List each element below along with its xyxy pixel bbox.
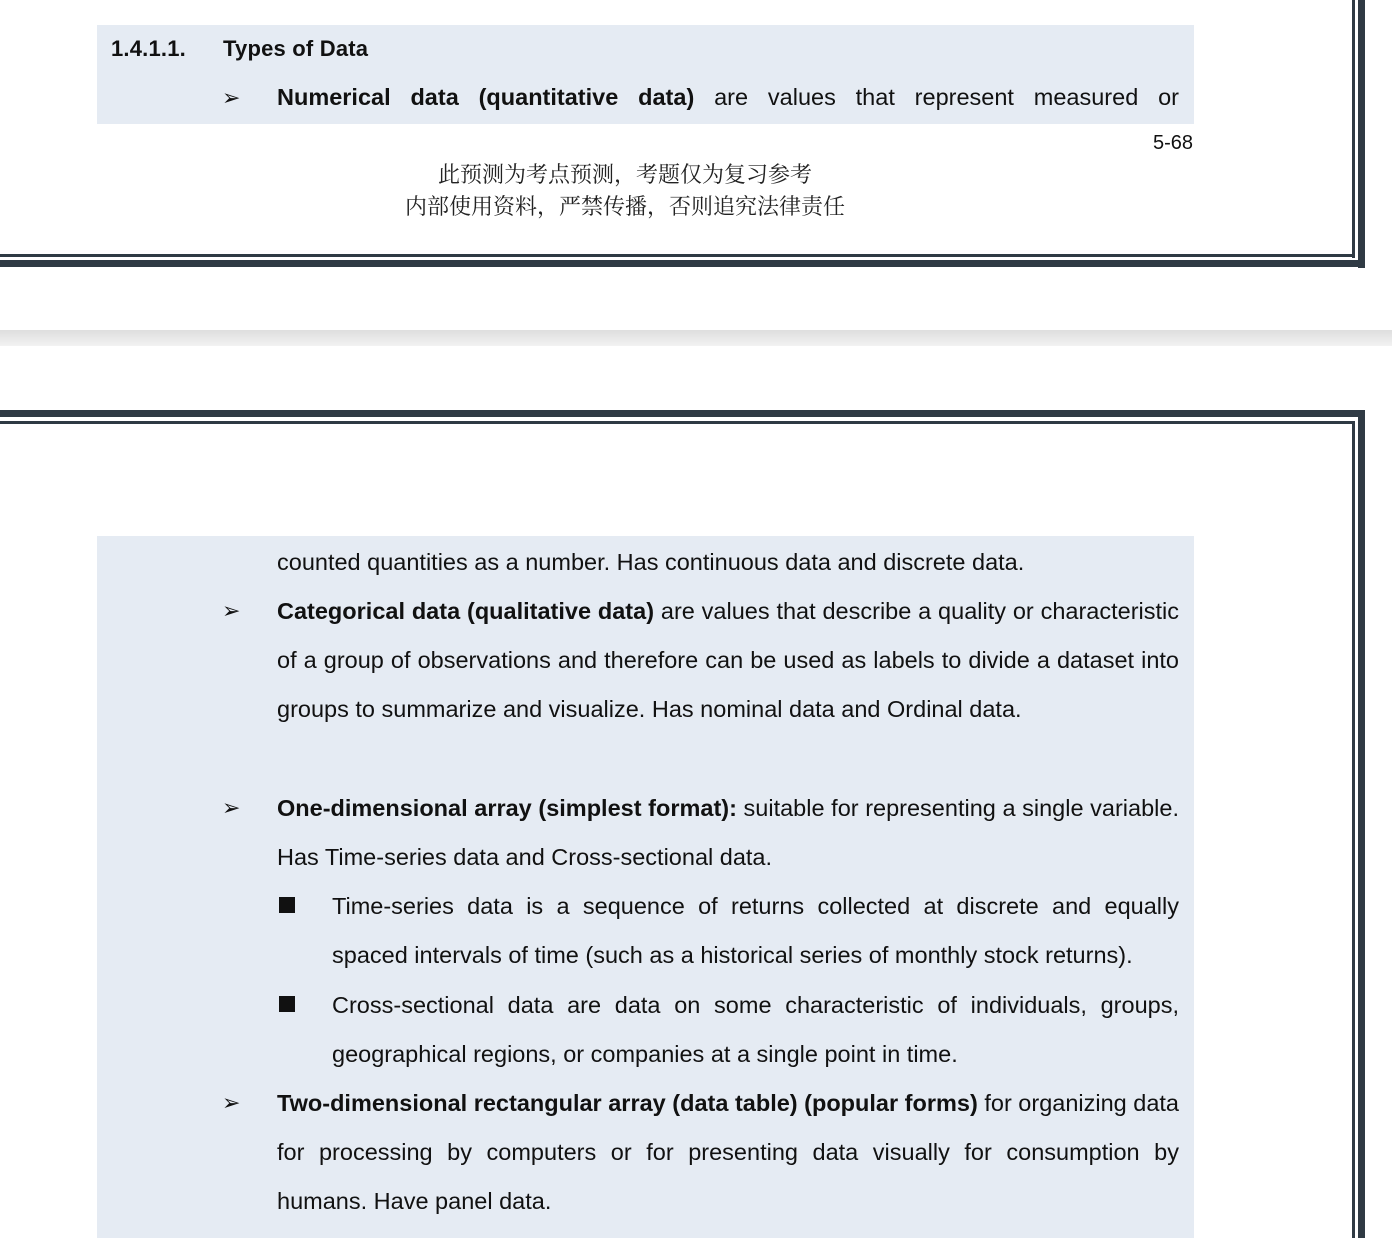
time-series-subitem: Time-series data is a sequence of returns collected at discrete and equally spaced intervals of time (such as a historical series of monthly stock returns).	[332, 893, 1179, 969]
one-dimensional-array-term: One-dimensional array (simplest format):	[277, 795, 737, 821]
numerical-data-text-start: are values that represent measured or	[714, 84, 1179, 110]
watermark-line-2: 内部使用资料，严禁传播，否则追究法律责任	[404, 195, 845, 220]
square-bullet-icon	[279, 897, 295, 913]
one-dimensional-array-text: suitable for representing a single variable. Has Time-series data and Cross-sectional data.	[277, 795, 1179, 871]
frame-border	[0, 260, 1365, 267]
arrow-bullet-icon: ➢	[222, 599, 241, 624]
frame-border	[1358, 0, 1365, 268]
frame-border	[0, 254, 1355, 257]
frame-border	[1352, 421, 1355, 1238]
two-dimensional-array-item	[277, 1079, 1179, 1227]
document-page-top	[0, 0, 1392, 272]
section-heading	[111, 36, 368, 62]
categorical-data-text: are values that describe a quality or characteristic of a group of observations and therefore can be used as labels to divide a dataset into groups to summarize and visualize. Has nominal data and Ordinal data.	[277, 598, 1179, 723]
cross-sectional-subitem: Cross-sectional data are data on some characteristic of individuals, groups, geographical regions, or companies at a single point in time.	[332, 992, 1179, 1068]
numerical-data-first-line	[277, 84, 1179, 111]
arrow-bullet-icon: ➢	[222, 86, 241, 111]
categorical-data-item	[277, 587, 1179, 735]
frame-border	[0, 421, 1355, 424]
arrow-bullet-icon: ➢	[222, 796, 241, 821]
page-number: 5-68	[1152, 132, 1193, 154]
page-gap-shadow	[0, 330, 1392, 346]
numerical-data-continuation: counted quantities as a number. Has continuous data and discrete data.	[277, 549, 1025, 575]
numerical-data-term: Numerical data (quantitative data)	[277, 84, 695, 110]
categorical-data-term: Categorical data (qualitative data)	[277, 598, 655, 624]
arrow-bullet-icon: ➢	[222, 1091, 241, 1116]
section-title: Types of Data	[223, 36, 369, 61]
square-bullet-icon	[279, 996, 295, 1012]
two-dimensional-array-term: Two-dimensional rectangular array (data table) (popular forms)	[277, 1090, 978, 1116]
section-number: 1.4.1.1.	[111, 36, 186, 61]
frame-border	[0, 410, 1365, 417]
frame-border	[1352, 0, 1355, 258]
watermark-line-1: 此预测为考点预测，考题仅为复习参考	[437, 163, 812, 188]
frame-border	[1358, 410, 1365, 1238]
one-dimensional-array-item	[277, 784, 1179, 882]
two-dimensional-array-text: for organizing data for processing by computers or for presenting data visually for consumption by humans. Have panel data.	[277, 1090, 1180, 1215]
document-page-bottom	[0, 408, 1392, 1238]
